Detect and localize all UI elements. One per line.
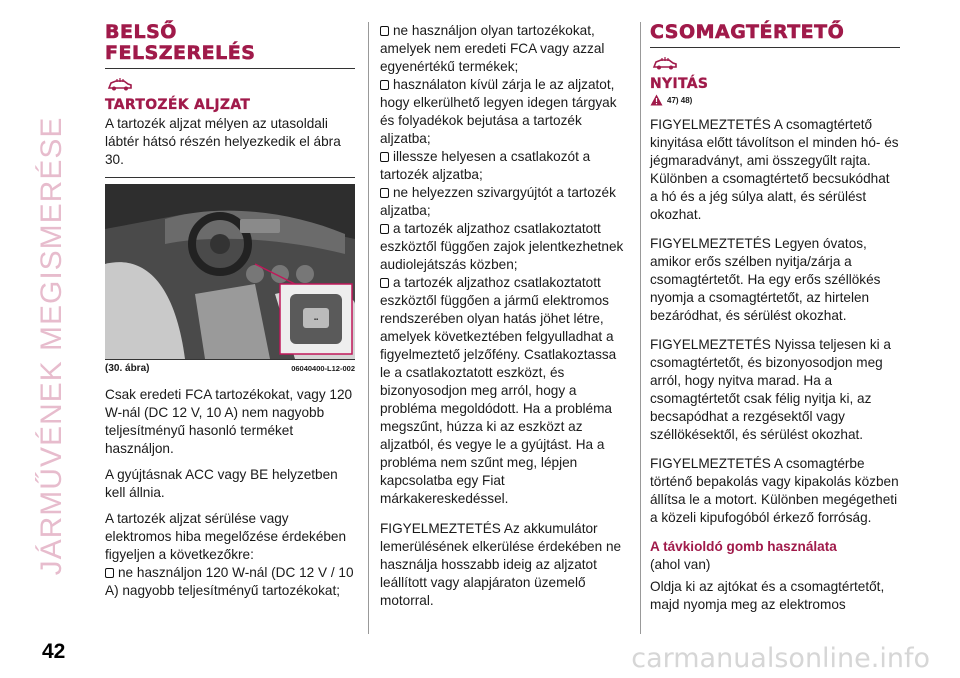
paragraph: Oldja ki az ajtókat és a csomagtértetőt, majd nyomja meg az elektromos bbox=[650, 579, 885, 612]
paragraph: A tartozék aljzat sérülése vagy elektromos hiba megelőzése érdekében figyeljen a következőkre: bbox=[105, 511, 347, 562]
column-divider bbox=[640, 22, 641, 634]
bullet-item: ne használjon olyan tartozékokat, amelyek nem eredeti FCA vagy azzal egyenértékű termékek; bbox=[380, 23, 605, 74]
car-icon bbox=[652, 56, 678, 70]
bullet-item: ne használjon 120 W-nál (DC 12 V / 10 A) nagyobb teljesítményű tartozékokat; bbox=[105, 565, 354, 598]
figure-top-rule bbox=[105, 177, 355, 178]
bullet-item: ne helyezzen szivargyújtót a tartozék aljzatba; bbox=[380, 185, 616, 218]
section-title: CSOMAGTÉRTETŐ bbox=[650, 21, 845, 43]
warning-paragraph: FIGYELMEZTETÉS Legyen óvatos, amikor erős szélben nyitja/zárja a csomagtértetőt. Ha egy erős széllökés nyomja a csomagtértetőt, az hirtelen bezáródhat, és sérülést okozhat. bbox=[650, 236, 881, 323]
warning-triangle-icon bbox=[650, 94, 663, 106]
checkbox-bullet-icon bbox=[380, 278, 389, 288]
bullet-item: a tartozék aljzathoz csatlakoztatott eszköztől függően zajok jelentkezhetnek audiolejátszás közben; bbox=[380, 221, 624, 272]
warning-paragraph: FIGYELMEZTETÉS Az akkumulátor lemerülésének elkerülése érdekében ne használja hosszabb ideig az aljzatot leállított vagy alapjáraton üzemelő motorral. bbox=[380, 521, 622, 608]
column-1 bbox=[105, 22, 355, 608]
section-title: BELSŐ FELSZERELÉS bbox=[105, 21, 256, 64]
checkbox-bullet-icon bbox=[380, 26, 389, 36]
car-icon bbox=[107, 77, 133, 91]
interior-figure bbox=[105, 184, 355, 359]
subsection-subheading: A távkioldó gomb használata bbox=[650, 539, 837, 554]
intro-paragraph: A tartozék aljzat mélyen az utasoldali lábtér hátsó részén helyezkedik el ábra 30. bbox=[105, 116, 341, 167]
checkbox-bullet-icon bbox=[380, 152, 389, 162]
figure-label: (30. ábra) bbox=[105, 363, 150, 374]
checkbox-bullet-icon bbox=[105, 568, 114, 578]
column-3 bbox=[650, 22, 900, 622]
car-interior-illustration bbox=[105, 184, 355, 359]
page-number: 42 bbox=[42, 640, 66, 663]
figure-bottom-rule bbox=[105, 359, 355, 360]
bullet-item: használaton kívül zárja le az aljzatot, hogy elkerülhető legyen idegen tárgyak és folyadékok bejutása a tartozék aljzatba; bbox=[380, 77, 617, 146]
paragraph: A gyújtásnak ACC vagy BE helyzetben kell állnia. bbox=[105, 467, 338, 500]
section-rule bbox=[650, 47, 900, 48]
column-divider bbox=[368, 22, 369, 634]
watermark: carmanualsonline.info bbox=[631, 643, 930, 674]
bullet-item: illessze helyesen a csatlakozót a tartozék aljzatba; bbox=[380, 149, 591, 182]
bullet-item: a tartozék aljzathoz csatlakoztatott eszköztől függően a jármű elektromos rendszerében olyan hatás jöhet létre, amelyek következtében felgyulladhat a figyelmeztető jelzőfény. Csatlakoztassa le a csatlakoztatott eszközt, és bizonyosodjon meg arról, hogy a probléma megoldódott. Ha a probléma megszűnt, húzza ki az eszközt az aljzatból, és vegye le a gyújtást. Ha a probléma nem szűnt meg, lépjen kapcsolatba egy Fiat márkakereskedéssel. bbox=[380, 275, 617, 506]
section-rule bbox=[105, 68, 355, 69]
paragraph: Csak eredeti FCA tartozékokat, vagy 120 W-nál (DC 12 V, 10 A) nem nagyobb teljesítményű hasonló terméket használjon. bbox=[105, 387, 353, 456]
subsection-heading: TARTOZÉK ALJZAT bbox=[105, 97, 251, 113]
warning-paragraph: FIGYELMEZTETÉS A csomagtértető kinyitása előtt távolítson el minden hó- és jégmaradványt, ami összegyűlt rajta. Különben a csomagtértető becsukódhat a hó és a jég súlya alatt, és sérülést okozhat. bbox=[650, 117, 899, 222]
checkbox-bullet-icon bbox=[380, 80, 389, 90]
warning-reference-row bbox=[650, 94, 900, 106]
checkbox-bullet-icon bbox=[380, 224, 389, 234]
figure-caption bbox=[105, 363, 355, 374]
svg-text:▪▪: ▪▪ bbox=[313, 317, 319, 323]
subheading-note: (ahol van) bbox=[650, 557, 711, 572]
subsection-heading: NYITÁS bbox=[650, 76, 709, 92]
side-section-title: JÁRMŰVÉNEK MEGISMERÉSE bbox=[35, 116, 68, 576]
checkbox-bullet-icon bbox=[380, 188, 389, 198]
warning-paragraph: FIGYELMEZTETÉS Nyissa teljesen ki a csomagtértetőt, és bizonyosodjon meg arról, hogy nyitva marad. Ha a csomagtértetőt csak félig nyitja ki, az becsapódhat a rezgésektől vagy széllökésektől, és sérülést okozhat. bbox=[650, 337, 891, 442]
figure-code: 06040400-L12-002 bbox=[291, 364, 355, 373]
warning-references: 47) 48) bbox=[667, 95, 693, 105]
column-2 bbox=[380, 22, 630, 618]
warning-paragraph: FIGYELMEZTETÉS A csomagtérbe történő bepakolás vagy kipakolás közben állítsa le a motort. Különben megégetheti a közeli kipufogóból érkező forróság. bbox=[650, 456, 899, 525]
